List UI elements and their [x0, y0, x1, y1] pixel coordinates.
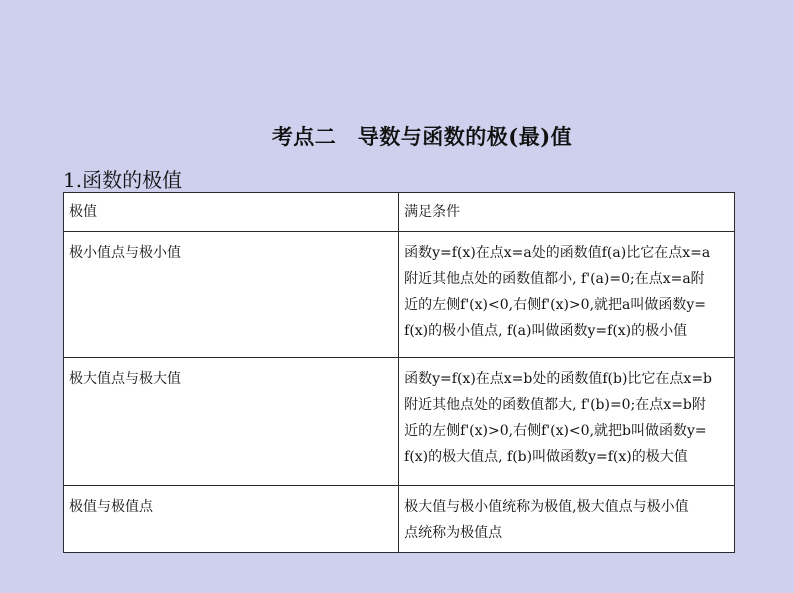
- definition-line: 附近其他点处的函数值都小, f'(a)=0;在点x=a附: [404, 271, 705, 287]
- header-cell-term: 极值: [64, 193, 399, 232]
- definition-cell: [399, 486, 735, 553]
- definition-line: 极大值与极小值统称为极值,极大值点与极小值: [404, 499, 689, 515]
- page-title: 考点二 导数与函数的极(最)值: [271, 124, 573, 149]
- term-cell: 极小值点与极小值: [64, 232, 399, 358]
- definition-cell: [399, 358, 735, 486]
- definition-line: 函数y=f(x)在点x=a处的函数值f(a)比它在点x=a: [404, 245, 711, 261]
- definition-line: f(x)的极大值点, f(b)叫做函数y=f(x)的极大值: [404, 449, 688, 465]
- term-cell: 极大值点与极大值: [64, 358, 399, 486]
- definition-line: 点统称为极值点: [404, 525, 503, 541]
- table-row: [64, 232, 735, 358]
- definition-line: 函数y=f(x)在点x=b处的函数值f(b)比它在点x=b: [404, 371, 713, 387]
- term-cell: 极值与极值点: [64, 486, 399, 553]
- table-row: [64, 486, 735, 553]
- definition-line: 近的左侧f'(x)>0,右侧f'(x)<0,就把b叫做函数y=: [404, 423, 707, 439]
- definition-line: 附近其他点处的函数值都大, f'(b)=0;在点x=b附: [404, 397, 706, 413]
- definition-line: f(x)的极小值点, f(a)叫做函数y=f(x)的极小值: [404, 323, 688, 339]
- definition-line: 近的左侧f'(x)<0,右侧f'(x)>0,就把a叫做函数y=: [404, 297, 707, 313]
- extremum-table: [63, 192, 735, 553]
- header-cell-condition: 满足条件: [399, 193, 735, 232]
- definition-cell: [399, 232, 735, 358]
- table-row: [64, 358, 735, 486]
- section-heading: 1.函数的极值: [63, 168, 183, 192]
- table-header-row: [64, 193, 735, 232]
